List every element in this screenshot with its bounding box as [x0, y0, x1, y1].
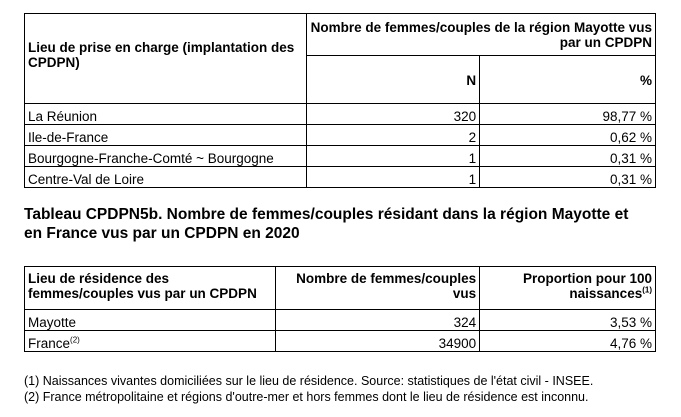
table-row	[25, 104, 656, 125]
header-proportion-label: Proportion pour 100 naissances	[522, 271, 652, 301]
cell-lieu: Ile-de-France	[25, 125, 307, 146]
cell-proportion: 3,53 %	[480, 310, 656, 331]
table-row	[25, 125, 656, 146]
cell-lieu: La Réunion	[25, 104, 307, 125]
cell-pct: 0,31 %	[480, 146, 656, 167]
cell-pct: 0,62 %	[480, 125, 656, 146]
cell-lieu	[25, 310, 276, 331]
header-lieu-prise-en-charge: Lieu de prise en charge (implantation des CPDPN)	[25, 14, 307, 104]
cell-n: 320	[307, 104, 480, 125]
cell-pct: 98,77 %	[480, 104, 656, 125]
table-row	[25, 331, 656, 352]
cell-lieu-text: Mayotte	[28, 315, 77, 330]
cell-pct: 0,31 %	[480, 167, 656, 188]
cell-lieu: Bourgogne-Franche-Comté ~ Bourgogne	[25, 146, 307, 167]
cell-n: 1	[307, 167, 480, 188]
cell-n: 2	[307, 125, 480, 146]
footnote-2: (2) France métropolitaine et régions d'outre-mer et hors femmes dont le lieu de résidence est inconnu.	[24, 390, 589, 404]
cell-proportion: 4,76 %	[480, 331, 656, 352]
header-proportion	[480, 267, 656, 310]
footnote-ref-1: (1)	[642, 285, 652, 295]
table-residence	[24, 266, 656, 352]
footnote-ref-2: (2)	[70, 335, 80, 345]
header-n: N	[307, 56, 480, 104]
table-prise-en-charge	[24, 13, 656, 188]
cell-nombre: 34900	[276, 331, 480, 352]
header-lieu-residence: Lieu de résidence des femmes/couples vus par un CPDPN	[25, 267, 276, 310]
header-nombre-vus: Nombre de femmes/couples vus	[276, 267, 480, 310]
header-pct: %	[480, 56, 656, 104]
cell-lieu-text: France	[28, 336, 71, 351]
cell-lieu: Centre-Val de Loire	[25, 167, 307, 188]
cell-nombre: 324	[276, 310, 480, 331]
cell-n: 1	[307, 146, 480, 167]
footnote-1: (1) Naissances vivantes domiciliées sur le lieu de résidence. Source: statistiques de l'état civil - INSEE.	[24, 374, 594, 388]
table-row	[25, 310, 656, 331]
cell-lieu	[25, 331, 276, 352]
table-caption: Tableau CPDPN5b. Nombre de femmes/couples résidant dans la région Mayotte et en France vus par un CPDPN en 2020	[24, 206, 629, 242]
table-row	[25, 167, 656, 188]
table-row	[25, 146, 656, 167]
header-group-nombre: Nombre de femmes/couples de la région Mayotte vus par un CPDPN	[307, 14, 656, 56]
